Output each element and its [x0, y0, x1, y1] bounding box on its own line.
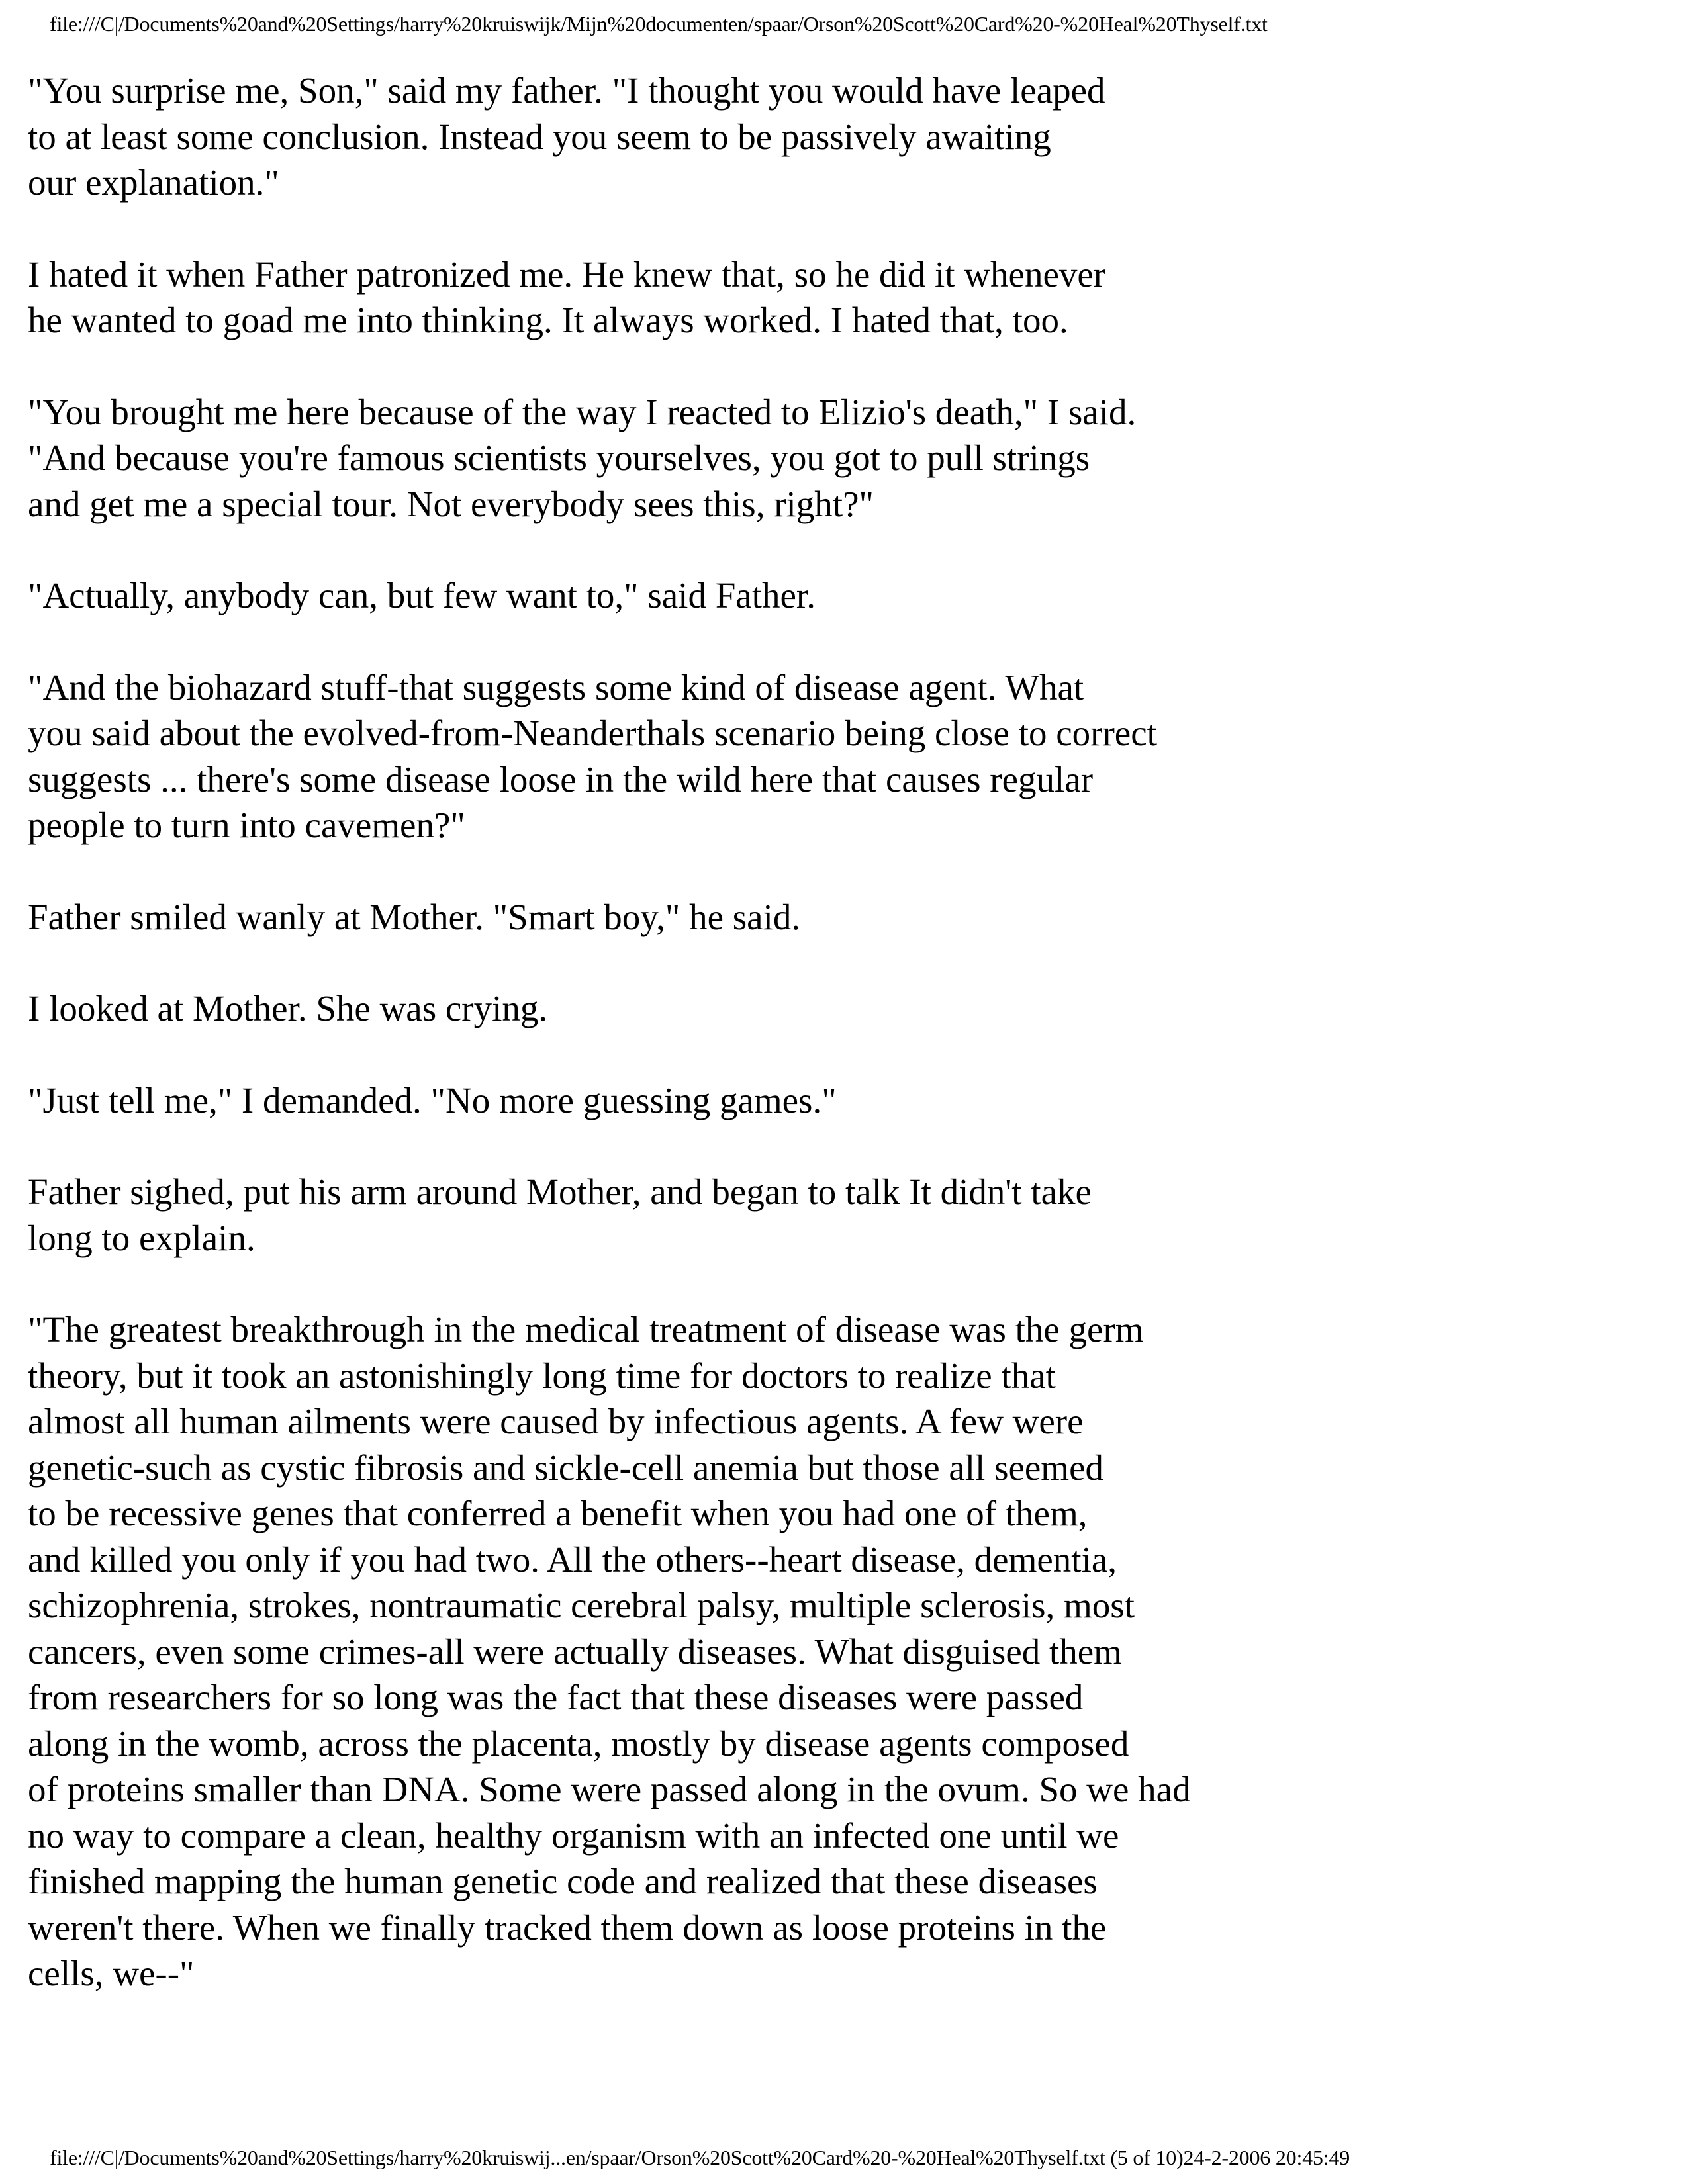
- text-line: and get me a special tour. Not everybody sees this, right?": [28, 483, 874, 524]
- text-line: Father sighed, put his arm around Mother, and began to talk It didn't take: [28, 1171, 1092, 1212]
- paragraph: [28, 985, 1630, 1032]
- paragraph: [28, 1169, 1630, 1261]
- page-header-file-path: file:///C|/Documents%20and%20Settings/harry%20kruiswijk/Mijn%20documenten/spaar/Orson%20Scott%20Card%20-%20Heal%20Thyself.txt: [50, 12, 1268, 36]
- paragraph: [28, 1306, 1630, 1997]
- text-line: along in the womb, across the placenta, mostly by disease agents composed: [28, 1723, 1129, 1764]
- page-footer-file-path: file:///C|/Documents%20and%20Settings/harry%20kruiswij...en/spaar/Orson%20Scott%20Card%20-%20Heal%20Thyself.txt (5 of 10)24-2-2006 20:45:49: [50, 2146, 1350, 2169]
- paragraph: [28, 389, 1630, 527]
- text-line: Father smiled wanly at Mother. "Smart boy," he said.: [28, 896, 801, 937]
- paragraph: [28, 251, 1630, 343]
- text-line: to be recessive genes that conferred a benefit when you had one of them,: [28, 1493, 1088, 1533]
- document-body: [28, 68, 1630, 2042]
- paragraph: [28, 894, 1630, 940]
- text-line: no way to compare a clean, healthy organism with an infected one until we: [28, 1815, 1119, 1856]
- text-line: theory, but it took an astonishingly long time for doctors to realize that: [28, 1355, 1056, 1396]
- text-line: "Actually, anybody can, but few want to," said Father.: [28, 575, 816, 615]
- text-line: from researchers for so long was the fact that these diseases were passed: [28, 1677, 1084, 1717]
- paragraph: [28, 664, 1630, 848]
- text-line: finished mapping the human genetic code and realized that these diseases: [28, 1861, 1098, 1901]
- text-line: "The greatest breakthrough in the medical treatment of disease was the germ: [28, 1309, 1144, 1349]
- text-line: people to turn into cavemen?": [28, 805, 465, 845]
- text-line: schizophrenia, strokes, nontraumatic cerebral palsy, multiple sclerosis, most: [28, 1585, 1135, 1625]
- text-line: he wanted to goad me into thinking. It always worked. I hated that, too.: [28, 300, 1068, 340]
- text-line: genetic-such as cystic fibrosis and sickle-cell anemia but those all seemed: [28, 1447, 1103, 1488]
- paragraph: [28, 572, 1630, 619]
- text-line: weren't there. When we finally tracked them down as loose proteins in the: [28, 1907, 1107, 1948]
- text-line: suggests ... there's some disease loose in the wild here that causes regular: [28, 758, 1094, 799]
- text-line: "And the biohazard stuff-that suggests some kind of disease agent. What: [28, 666, 1084, 707]
- text-line: almost all human ailments were caused by infectious agents. A few were: [28, 1401, 1084, 1441]
- text-line: I looked at Mother. She was crying.: [28, 988, 548, 1028]
- paragraph: [28, 1077, 1630, 1124]
- paragraph: [28, 68, 1630, 206]
- text-line: and killed you only if you had two. All the others--heart disease, dementia,: [28, 1539, 1117, 1580]
- text-line: to at least some conclusion. Instead you seem to be passively awaiting: [28, 116, 1051, 157]
- text-line: of proteins smaller than DNA. Some were passed along in the ovum. So we had: [28, 1769, 1191, 1809]
- text-line: "Just tell me," I demanded. "No more guessing games.": [28, 1079, 837, 1120]
- text-line: cancers, even some crimes-all were actually diseases. What disguised them: [28, 1631, 1122, 1672]
- text-line: I hated it when Father patronized me. He knew that, so he did it whenever: [28, 253, 1106, 295]
- text-line: you said about the evolved-from-Neanderthals scenario being close to correct: [28, 713, 1157, 753]
- text-line: "You brought me here because of the way I reacted to Elizio's death," I said.: [28, 391, 1137, 432]
- text-line: cells, we--": [28, 1953, 195, 1993]
- text-line: long to explain.: [28, 1217, 256, 1258]
- text-line: "You surprise me, Son," said my father. "I thought you would have leaped: [28, 70, 1105, 111]
- text-line: "And because you're famous scientists yourselves, you got to pull strings: [28, 437, 1090, 478]
- text-line: our explanation.": [28, 162, 279, 203]
